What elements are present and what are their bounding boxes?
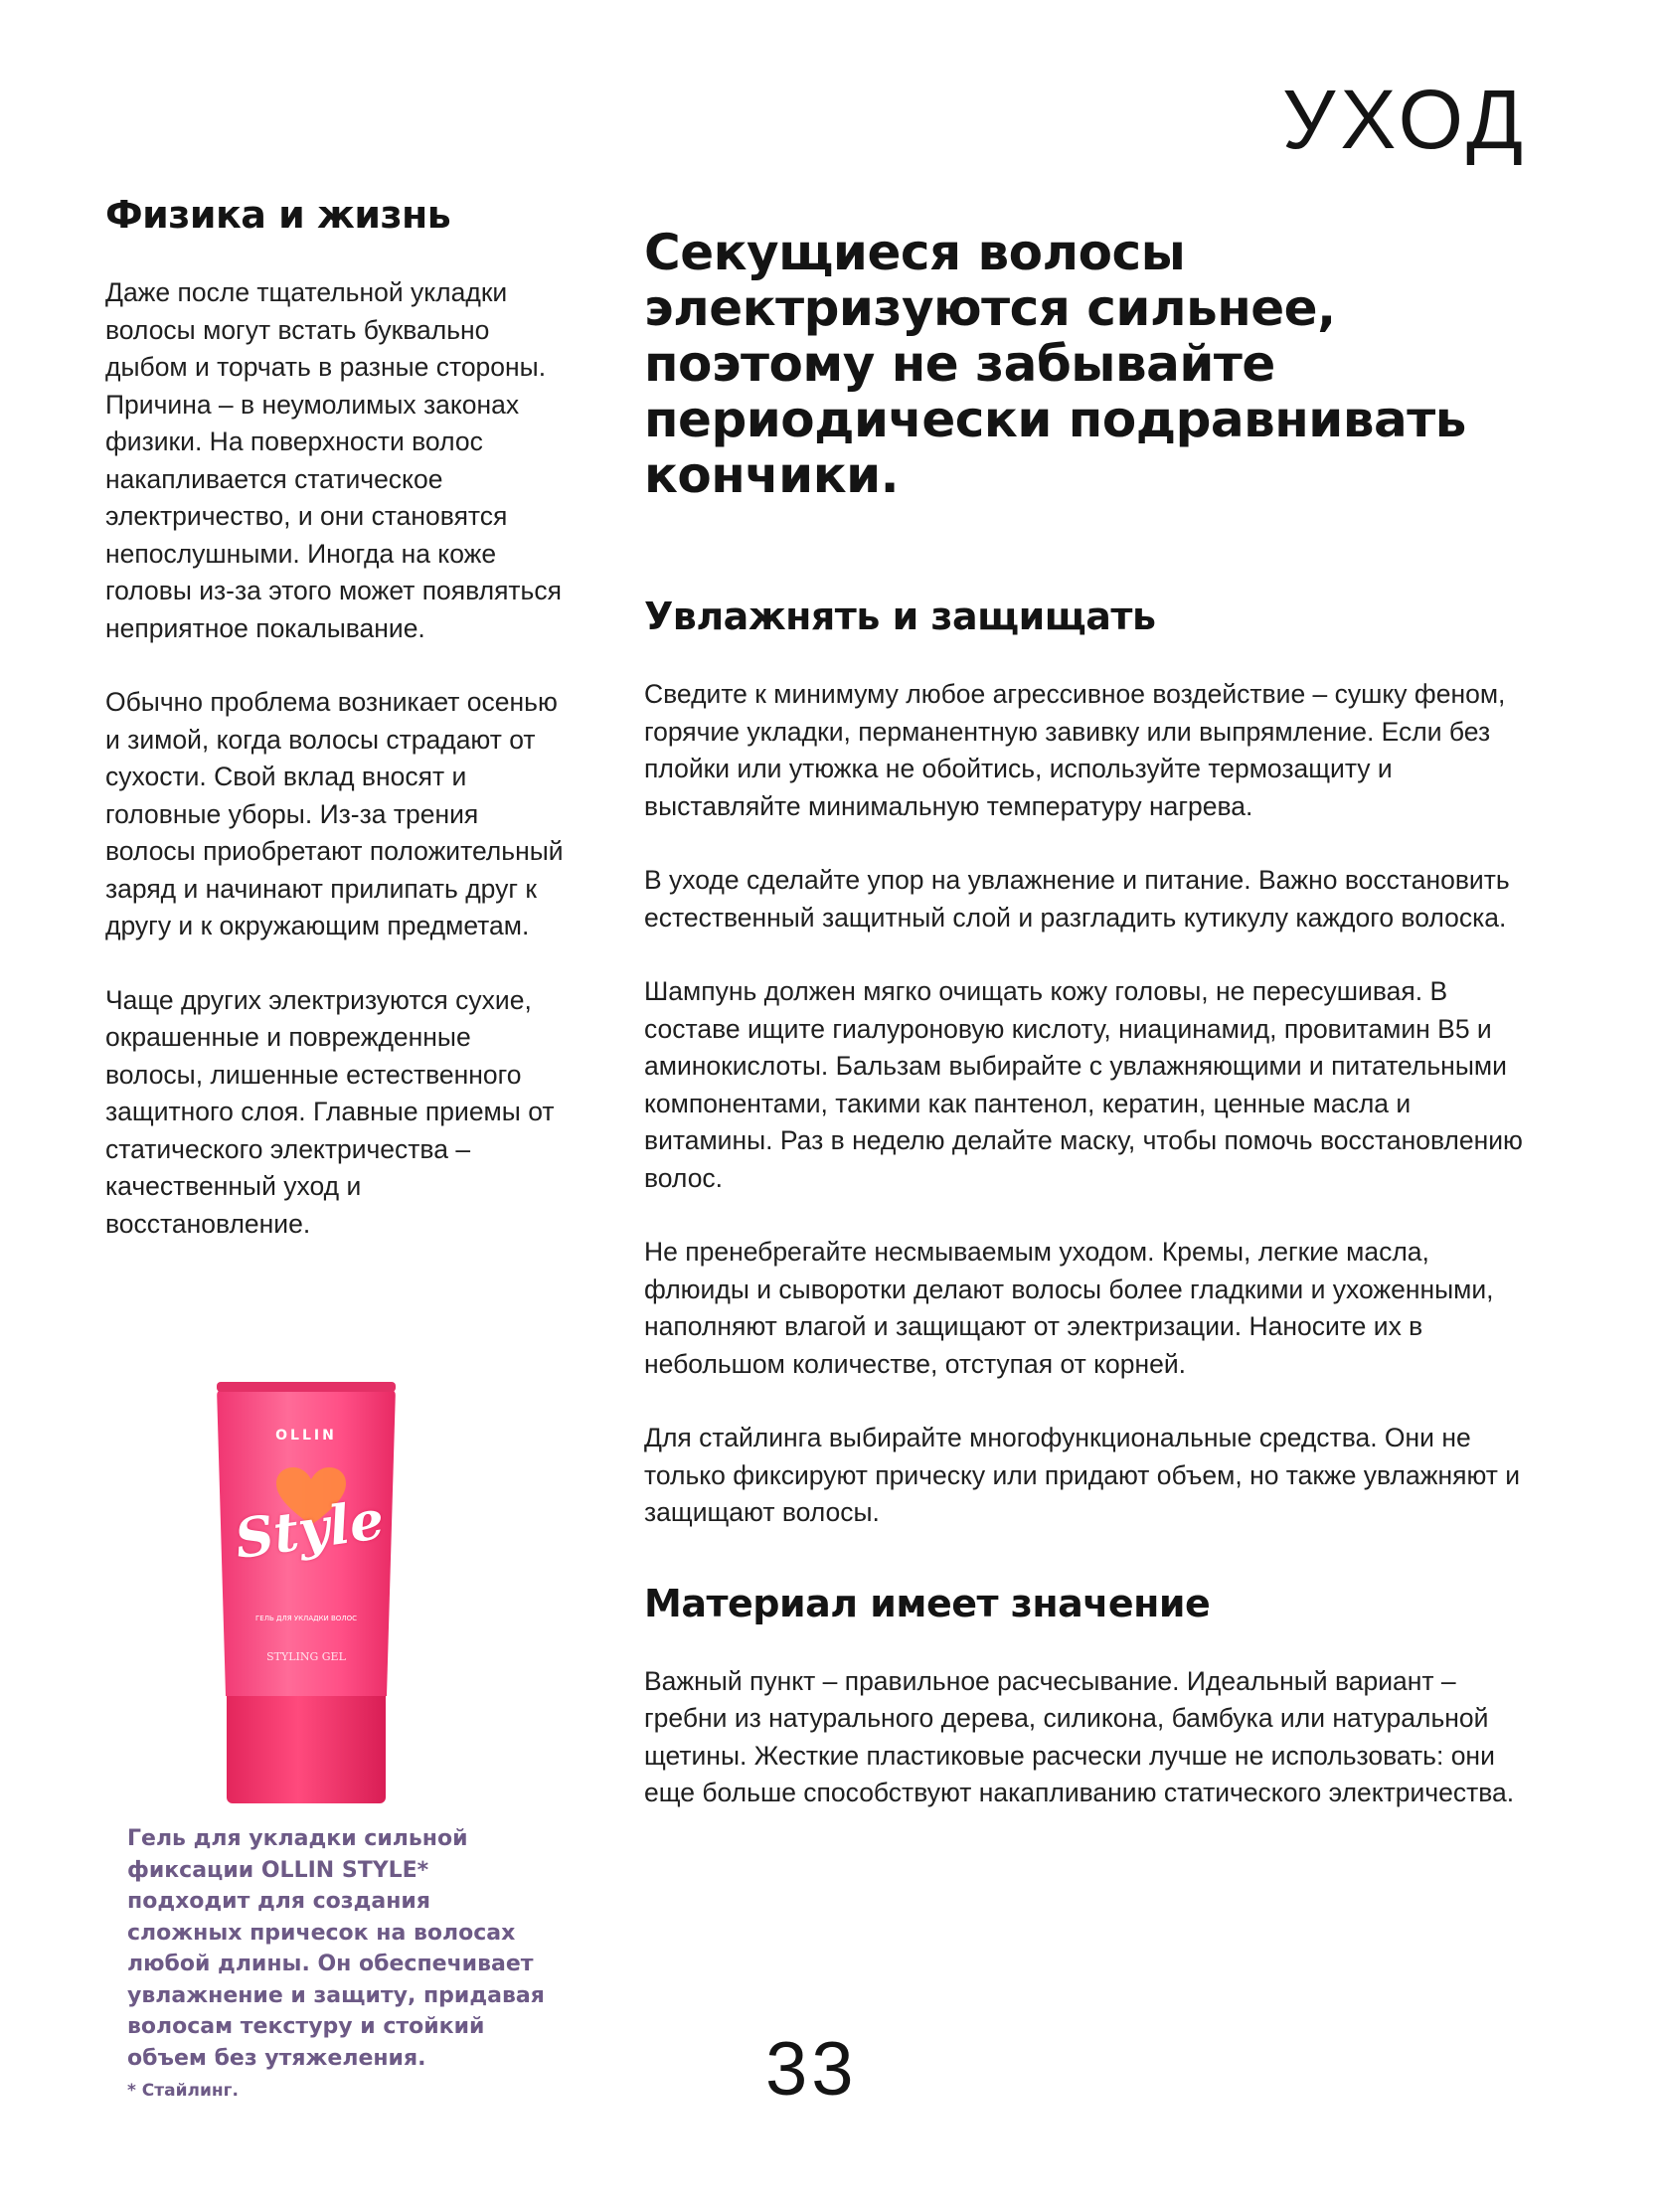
- product-image: [217, 1388, 406, 1805]
- right-paragraph: Сведите к минимуму любое агрессивное воздействие – сушку феном, горячие укладки, перманентную завивку или выпрямление. Если без плойки или утюжка не обойтись, используйте термозащиту и выставляйте минимальную температуру нагрева.: [644, 679, 1506, 821]
- footnote: * Стайлинг.: [127, 2081, 239, 2101]
- page-number: 33: [765, 2027, 858, 2112]
- tube-crimp: [217, 1382, 396, 1392]
- tube-cap: [227, 1686, 386, 1803]
- right-paragraph: Для стайлинга выбирайте многофункциональные средства. Они не только фиксируют прическу или придают объем, но также увлажняют и защищают волосы.: [644, 1423, 1521, 1527]
- product-caption: Гель для укладки сильной фиксации OLLIN STYLE* подходит для создания сложных причесок на волосах любой длины. Он обеспечивает увлажнение и защиту, придавая волосам текстуру и стойкий объем без утяжеления.: [127, 1826, 545, 2071]
- left-paragraph: Чаще других электризуются сухие, окрашенные и поврежденные волосы, лишенные естественного защитного слоя. Главные приемы от статического электричества – качественный уход и восстановление.: [105, 984, 555, 1239]
- right-column: [644, 225, 1539, 1849]
- product-label-gel: STYLING GEL: [266, 1650, 346, 1663]
- product-logo: Style: [231, 1486, 388, 1572]
- left-paragraph: Обычно проблема возникает осенью и зимой, когда волосы страдают от сухости. Свой вклад вносят и головные уборы. Из-за трения волосы приобретают положительный заряд и начинают прилипать друг к другу и к окружающим предметам.: [105, 687, 564, 940]
- product-brand: OLLIN: [275, 1428, 337, 1444]
- right-paragraph: Шампунь должен мягко очищать кожу головы, не пересушивая. В составе ищите гиалуроновую кислоту, ниацинамид, провитамин B5 и аминокислоты. Бальзам выбирайте с увлажняющими и питательными компонентами, такими как пантенол, кератин, ценные масла и витамины. Раз в неделю делайте маску, чтобы помочь восстановлению волос.: [644, 976, 1523, 1193]
- right-paragraph: Важный пункт – правильное расчесывание. Идеальный вариант – гребни из натурального дерева, силикона, бамбука или натуральной щетины. Жесткие пластиковые расчески лучше не использовать: они еще больше способствуют накапливанию статического электричества.: [644, 1665, 1515, 1807]
- right-heading-moisturize: Увлажнять и защищать: [644, 595, 1156, 638]
- right-heading-material: Материал имеет значение: [644, 1581, 1211, 1625]
- pullquote: Секущиеся волосы электризуются сильнее, поэтому не забывайте периодически подравнивать кончики.: [644, 224, 1466, 504]
- right-paragraph: В уходе сделайте упор на увлажнение и питание. Важно восстановить естественный защитный слой и разгладить кутикулу каждого волоска.: [644, 865, 1510, 933]
- right-paragraph: Не пренебрегайте несмываемым уходом. Кремы, легкие масла, флюиды и сыворотки делают волосы более гладкими и ухоженными, наполняют влагой и защищают от электризации. Наносите их в небольшом количестве, отступая от корней.: [644, 1237, 1494, 1379]
- section-title: УХОД: [1282, 73, 1528, 166]
- product-label-text: ГЕЛЬ ДЛЯ УКЛАДКИ ВОЛОС: [255, 1615, 357, 1622]
- left-paragraph: Даже после тщательной укладки волосы могут встать буквально дыбом и торчать в разные стороны. Причина – в неумолимых законах физики. На поверхности волос накапливается статическое электричество, и они становятся непослушными. Иногда на коже головы из-за этого может появляться неприятное покалывание.: [105, 277, 562, 643]
- left-heading: Физика и жизнь: [105, 193, 451, 237]
- left-column: [105, 193, 573, 1279]
